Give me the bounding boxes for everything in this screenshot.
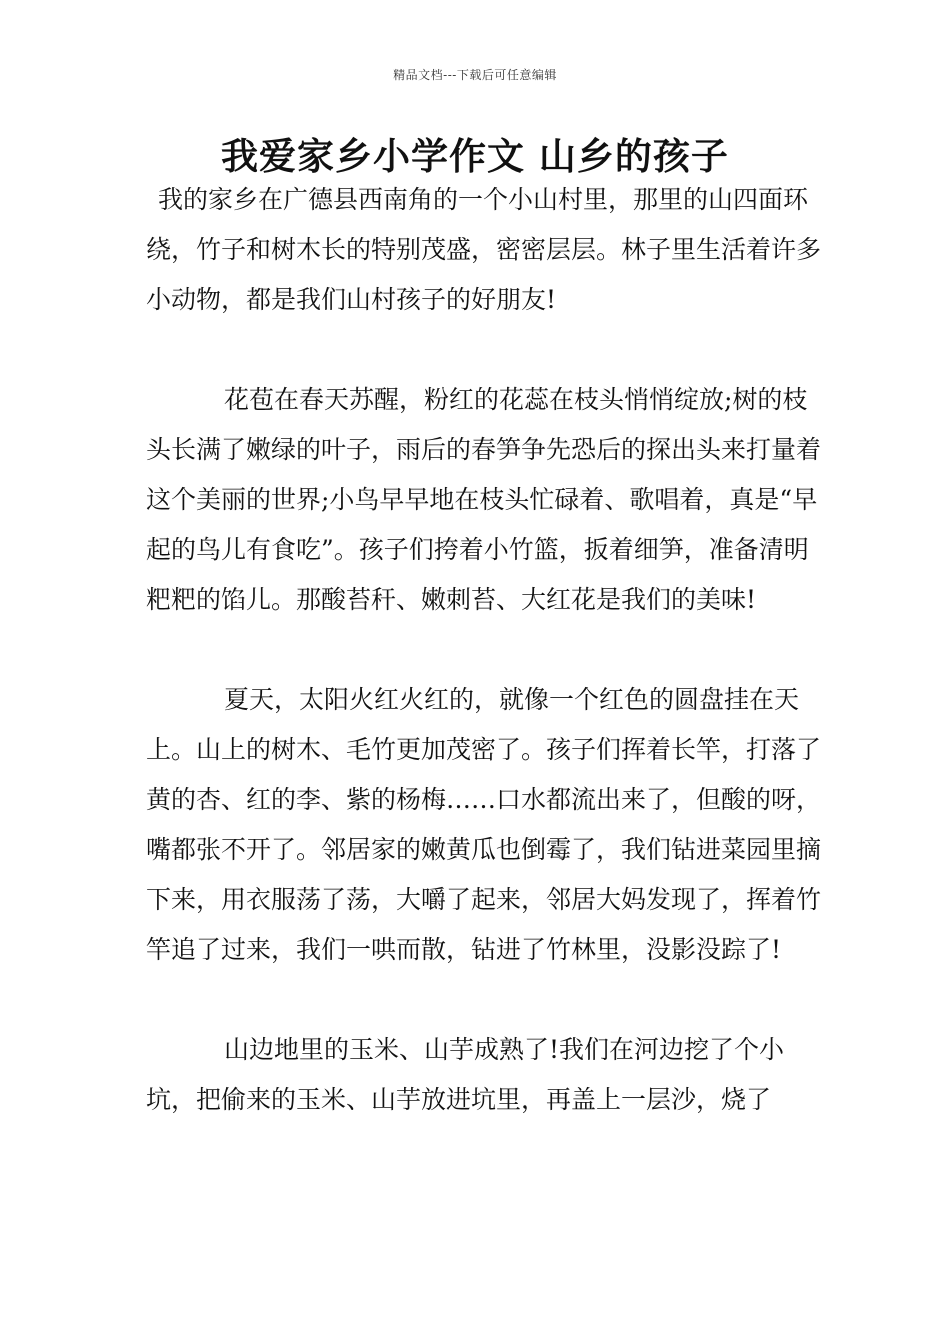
paragraph-summer: 夏天，太阳火红火红的，就像一个红色的圆盘挂在天上。山上的树木、毛竹更加茂密了。孩子们挥着长竿，打落了黄的杏、红的李、紫的杨梅……口水都流出来了，但酸的呀，嘴都张不开了。邻居家的嫩黄瓜也倒霉了，我们钻进菜园里摘下来，用衣服荡了荡，大嚼了起来，邻居大妈发现了，挥着竹竿追了过来，我们一哄而散，钻进了竹林里，没影没踪了! bbox=[146, 685, 822, 964]
document-body bbox=[146, 175, 826, 1175]
paragraph-autumn: 山边地里的玉米、山芋成熟了!我们在河边挖了个小坑，把偷来的玉米、山芋放进坑里，再盖上一层沙，烧了 bbox=[146, 1035, 785, 1114]
paragraph-intro: 我的家乡在广德县西南角的一个小山村里，那里的山四面环绕，竹子和树木长的特别茂盛，密密层层。林子里生活着许多小动物，都是我们山村孩子的好朋友! bbox=[146, 185, 822, 314]
paragraph-spring: 花苞在春天苏醒，粉红的花蕊在枝头悄悄绽放;树的枝头长满了嫩绿的叶子，雨后的春笋争先恐后的探出头来打量着这个美丽的世界;小鸟早早地在枝头忙碌着、歌唱着，真是“早起的鸟儿有食吃”。孩子们挎着小竹篮，扳着细笋，准备清明粑粑的馅儿。那酸苔秆、嫩刺苔、大红花是我们的美味! bbox=[146, 385, 822, 614]
header-note: 精品文档---下载后可任意编辑 bbox=[393, 68, 557, 82]
document-title: 我爱家乡小学作文 山乡的孩子 bbox=[221, 135, 729, 178]
